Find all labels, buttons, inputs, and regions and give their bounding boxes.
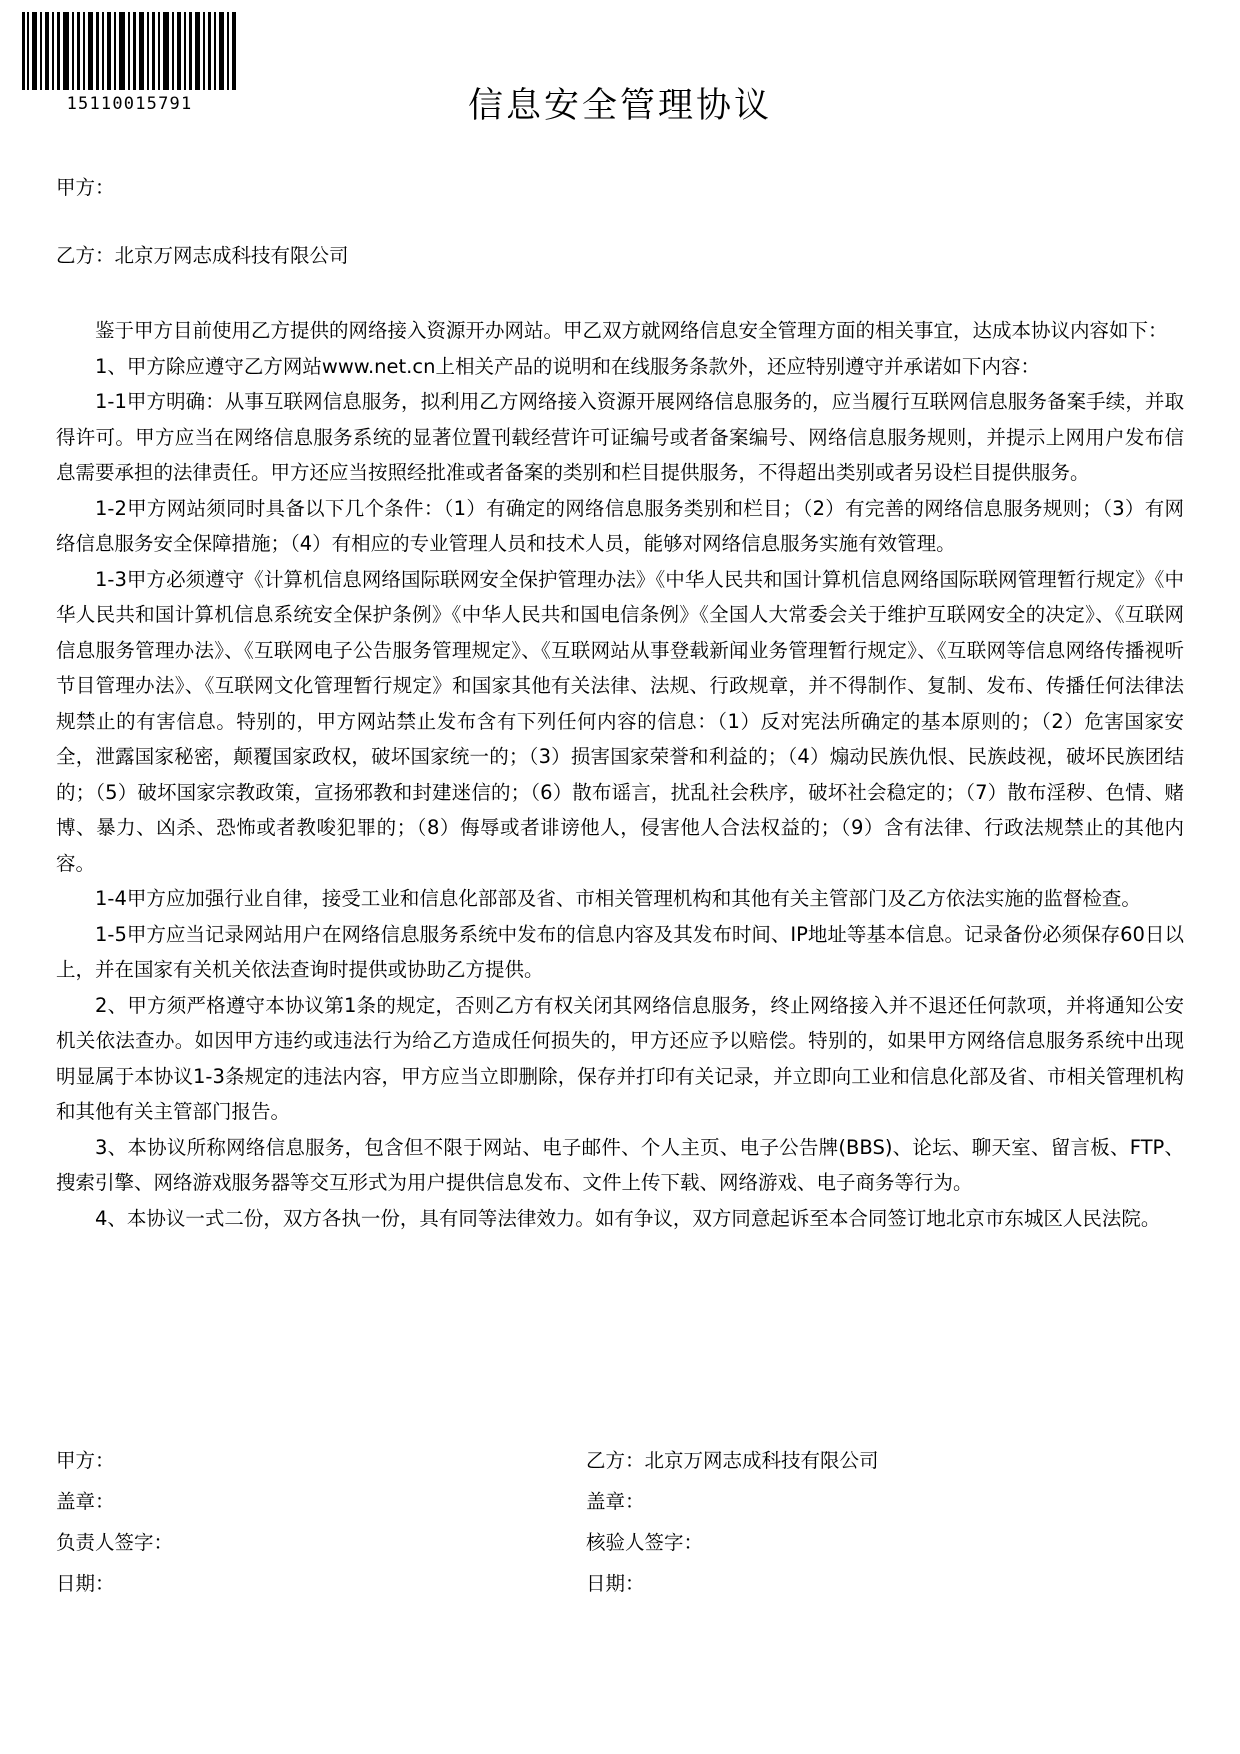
paragraph-clause-1-4: 1-4甲方应加强行业自律，接受工业和信息化部部及省、市相关管理机构和其他有关主管部门及乙方依法实施的监督检查。 xyxy=(95,887,1141,910)
page-title: 信息安全管理协议 xyxy=(467,86,772,126)
signature-party-b: 乙方：北京万网志成科技有限公司 xyxy=(586,1449,879,1472)
signature-row-party xyxy=(56,1440,1184,1481)
signature-signer-b: 核验人签字： xyxy=(586,1531,704,1554)
paragraph-clause-4: 4、本协议一式二份，双方各执一份，具有同等法律效力。如有争议，双方同意起诉至本合同签订地北京市东城区人民法院。 xyxy=(95,1206,1161,1230)
signature-row-seal xyxy=(56,1481,1184,1522)
signature-date-a: 日期： xyxy=(56,1572,115,1595)
signature-row-date xyxy=(56,1563,1184,1604)
party-b-line: 乙方：北京万网志成科技有限公司 xyxy=(56,244,349,267)
paragraph-clause-1-2: 1-2甲方网站须同时具备以下几个条件：（1）有确定的网络信息服务类别和栏目；（2）有完善的网络信息服务规则；（3）有网络信息服务安全保障措施；（4）有相应的专业管理人员和技术人员，能够对网络信息服务实施有效管理。 xyxy=(56,496,1184,555)
signature-block xyxy=(56,1440,1184,1604)
paragraph-intro: 鉴于甲方目前使用乙方提供的网络接入资源开办网站。甲乙双方就网络信息安全管理方面的相关事宜，达成本协议内容如下： xyxy=(95,319,1168,342)
paragraph-clause-3: 3、本协议所称网络信息服务，包含但不限于网站、电子邮件、个人主页、电子公告牌(BBS)、论坛、聊天室、留言板、FTP、搜索引擎、网络游戏服务器等交互形式为用户提供信息发布、文件上传下载、网络游戏、电子商务等行为。 xyxy=(56,1135,1184,1194)
paragraph-clause-2: 2、甲方须严格遵守本协议第1条的规定，否则乙方有权关闭其网络信息服务，终止网络接入并不退还任何款项，并将通知公安机关依法查办。如因甲方违约或违法行为给乙方造成任何损失的，甲方还应予以赔偿。特别的，如果甲方网络信息服务系统中出现明显属于本协议1-3条规定的违法内容，甲方应当立即删除，保存并打印有关记录，并立即向工业和信息化部及省、市相关管理机构和其他有关主管部门报告。 xyxy=(56,993,1184,1123)
signature-row-signer xyxy=(56,1522,1184,1563)
paragraph-clause-1-5: 1-5甲方应当记录网站用户在网络信息服务系统中发布的信息内容及其发布时间、IP地址等基本信息。记录备份必须保存60日以上，并在国家有关机关依法查询时提供或协助乙方提供。 xyxy=(56,922,1184,981)
signature-signer-a: 负责人签字： xyxy=(56,1531,174,1554)
signature-seal-a: 盖章： xyxy=(56,1490,115,1513)
signature-seal-b: 盖章： xyxy=(586,1490,645,1513)
signature-date-b: 日期： xyxy=(586,1572,645,1595)
barcode-number: 15110015791 xyxy=(66,94,193,114)
party-a-line: 甲方： xyxy=(56,176,115,199)
paragraph-clause-1-3: 1-3甲方必须遵守《计算机信息网络国际联网安全保护管理办法》《中华人民共和国计算机信息网络国际联网管理暂行规定》《中华人民共和国计算机信息系统安全保护条例》《中华人民共和国电信条例》《全国人大常委会关于维护互联网安全的决定》、《互联网信息服务管理办法》、《互联网电子公告服务管理规定》、《互联网站从事登载新闻业务管理暂行规定》、《互联网等信息网络传播视听节目管理办法》、《互联网文化管理暂行规定》和国家其他有关法律、法规、行政规章，并不得制作、复制、发布、传播任何法律法规禁止的有害信息。特别的，甲方网站禁止发布含有下列任何内容的信息：（1）反对宪法所确定的基本原则的；（2）危害国家安全，泄露国家秘密，颠覆国家政权，破坏国家统一的；（3）损害国家荣誉和利益的；（4）煽动民族仇恨、民族歧视，破坏民族团结的；（5）破坏国家宗教政策，宣扬邪教和封建迷信的；（6）散布谣言，扰乱社会秩序，破坏社会稳定的；（7）散布淫秽、色情、赌博、暴力、凶杀、恐怖或者教唆犯罪的；（8）侮辱或者诽谤他人，侵害他人合法权益的；（9）含有法律、行政法规禁止的其他内容。 xyxy=(56,567,1184,875)
document-body xyxy=(56,170,1184,1236)
paragraph-clause-1: 1、甲方除应遵守乙方网站www.net.cn上相关产品的说明和在线服务条款外，还应特别遵守并承诺如下内容： xyxy=(95,354,1040,378)
paragraph-clause-1-1: 1-1甲方明确：从事互联网信息服务，拟利用乙方网络接入资源开展网络信息服务的，应当履行互联网信息服务备案手续，并取得许可。甲方应当在网络信息服务系统的显著位置刊载经营许可证编号或者备案编号、网络信息服务规则，并提示上网用户发布信息需要承担的法律责任。甲方还应当按照经批准或者备案的类别和栏目提供服务，不得超出类别或者另设栏目提供服务。 xyxy=(56,390,1184,484)
signature-party-a: 甲方： xyxy=(56,1449,115,1472)
